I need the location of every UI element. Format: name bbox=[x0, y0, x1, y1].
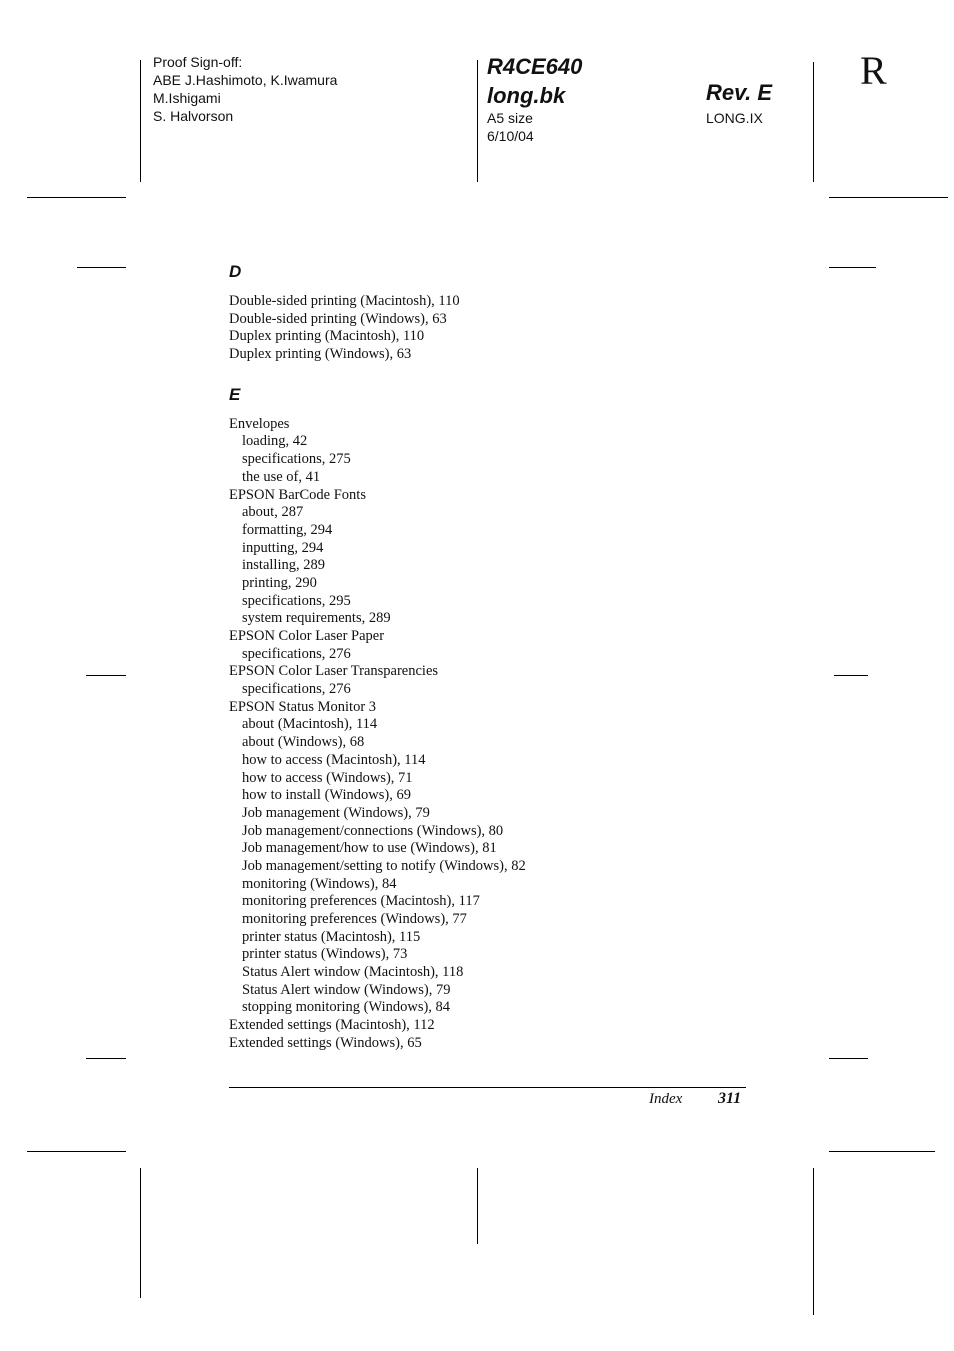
index-subentry: stopping monitoring (Windows), 84 bbox=[242, 999, 451, 1016]
index-subentry: specifications, 276 bbox=[242, 681, 351, 698]
index-entry: Envelopes bbox=[229, 415, 290, 432]
crop-mark bbox=[27, 1151, 126, 1152]
file-name: LONG.IX bbox=[706, 110, 763, 126]
index-entries bbox=[229, 293, 789, 364]
index-entry: EPSON Status Monitor 3 bbox=[229, 698, 377, 715]
proof-line: S. Halvorson bbox=[153, 108, 234, 124]
tab-letter: R bbox=[860, 48, 887, 93]
crop-mark bbox=[829, 197, 948, 198]
doc-code: R4CE640 bbox=[487, 54, 583, 79]
index-subentry: inputting, 294 bbox=[242, 539, 324, 556]
footer-rule bbox=[229, 1087, 746, 1088]
index-subentry: formatting, 294 bbox=[242, 521, 333, 538]
index-subentry: Job management/how to use (Windows), 81 bbox=[242, 840, 497, 857]
index-entries bbox=[229, 416, 789, 1053]
proof-line: M.Ishigami bbox=[153, 90, 221, 106]
index-subentry: Status Alert window (Windows), 79 bbox=[242, 981, 451, 998]
index-subentry: monitoring preferences (Macintosh), 117 bbox=[242, 893, 480, 910]
crop-mark bbox=[829, 1058, 868, 1059]
index-subentry: Job management/connections (Windows), 80 bbox=[242, 822, 504, 839]
index-subentry: how to access (Windows), 71 bbox=[242, 769, 413, 786]
index-entry: Extended settings (Windows), 65 bbox=[229, 1034, 422, 1051]
crop-mark bbox=[813, 62, 814, 182]
crop-mark bbox=[140, 1168, 141, 1298]
doc-meta bbox=[487, 109, 534, 145]
index-subentry: printing, 290 bbox=[242, 574, 317, 591]
index-subentry: about (Macintosh), 114 bbox=[242, 716, 378, 733]
footer-section-label: Index bbox=[649, 1091, 683, 1107]
crop-mark bbox=[477, 1168, 478, 1244]
proof-signoff bbox=[153, 53, 337, 125]
index-subentry: the use of, 41 bbox=[242, 468, 321, 485]
index-entry: Extended settings (Macintosh), 112 bbox=[229, 1017, 435, 1034]
crop-mark bbox=[140, 60, 141, 182]
revision: Rev. E bbox=[706, 80, 773, 105]
crop-mark bbox=[86, 675, 126, 676]
index-subentry: monitoring (Windows), 84 bbox=[242, 875, 397, 892]
index-section bbox=[229, 262, 789, 364]
crop-mark bbox=[477, 60, 478, 182]
index-subentry: loading, 42 bbox=[242, 433, 308, 450]
index-subentry: system requirements, 289 bbox=[242, 610, 391, 627]
doc-code-block bbox=[487, 52, 582, 110]
proof-line: Proof Sign-off: bbox=[153, 54, 243, 70]
index-content bbox=[229, 262, 789, 1053]
proof-line: ABE J.Hashimoto, K.Iwamura bbox=[153, 72, 338, 88]
index-entry: EPSON Color Laser Transparencies bbox=[229, 663, 439, 680]
index-section bbox=[229, 385, 789, 1053]
section-letter: D bbox=[229, 262, 242, 281]
section-letter: E bbox=[229, 384, 241, 404]
section-gap bbox=[229, 364, 789, 385]
crop-mark bbox=[77, 267, 126, 268]
page-number: 311 bbox=[718, 1090, 742, 1107]
index-subentry: specifications, 295 bbox=[242, 592, 351, 609]
index-subentry: about, 287 bbox=[242, 504, 304, 521]
index-entry: Duplex printing (Windows), 63 bbox=[229, 346, 412, 363]
index-subentry: Job management (Windows), 79 bbox=[242, 804, 430, 821]
index-subentry: specifications, 275 bbox=[242, 451, 351, 468]
index-entry: EPSON Color Laser Paper bbox=[229, 628, 385, 644]
doc-date: 6/10/04 bbox=[487, 128, 534, 144]
index-subentry: how to install (Windows), 69 bbox=[242, 787, 411, 804]
index-entry: EPSON BarCode Fonts bbox=[229, 486, 366, 503]
index-subentry: specifications, 276 bbox=[242, 645, 351, 662]
index-subentry: how to access (Macintosh), 114 bbox=[242, 751, 426, 768]
index-subentry: printer status (Windows), 73 bbox=[242, 946, 408, 963]
crop-mark bbox=[834, 675, 868, 676]
index-entry: Duplex printing (Macintosh), 110 bbox=[229, 328, 425, 345]
index-subentry: monitoring preferences (Windows), 77 bbox=[242, 911, 467, 927]
index-entry: Double-sided printing (Macintosh), 110 bbox=[229, 293, 460, 309]
crop-mark bbox=[813, 1168, 814, 1315]
crop-mark bbox=[86, 1058, 126, 1059]
index-subentry: Job management/setting to notify (Windows), 82 bbox=[242, 857, 526, 874]
crop-mark bbox=[829, 267, 876, 268]
index-subentry: Status Alert window (Macintosh), 118 bbox=[242, 964, 464, 981]
book-file: long.bk bbox=[487, 83, 566, 108]
crop-mark bbox=[829, 1151, 935, 1152]
index-subentry: printer status (Macintosh), 115 bbox=[242, 928, 421, 945]
index-subentry: installing, 289 bbox=[242, 557, 325, 574]
page-size: A5 size bbox=[487, 110, 533, 126]
index-entry: Double-sided printing (Windows), 63 bbox=[229, 310, 447, 327]
index-subentry: about (Windows), 68 bbox=[242, 734, 365, 751]
crop-mark bbox=[27, 197, 126, 198]
